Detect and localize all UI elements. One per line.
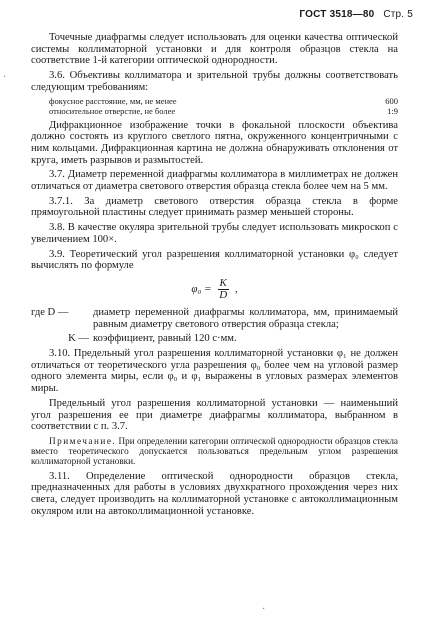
paragraph-3-10: 3.10. Предельный угол разрешения коллиматорной установки φ₁ не должен отличаться от теоретического угла разрешения φ₀ более чем на угловой размер одного элемента миры, если φ₀ и φ₁ выражены в угловых размерах элементов миры. [31,348,398,395]
paragraph-3-7: 3.7. Диаметр переменной диафрагмы коллиматора в миллиметрах не должен отличаться от диаметра светового отверстия образца стекла более чем на 5 мм. [31,169,398,193]
standard-code: 3518—80 [329,9,375,20]
spec-label: фокусное расстояние, мм, не менее [49,95,177,106]
definition-K [31,333,398,345]
note [31,436,398,467]
spec-value: 600 [385,95,398,106]
note-label: Примечание. [49,435,117,446]
paragraph-limit-angle: Предельный угол разрешения коллиматорной установки — наименьший угол разрешения ее при диаметре диафрагмы коллиматора, выбранном в соответствии с п. 3.7. [31,397,398,433]
page-header [299,9,413,20]
standard-label: ГОСТ [299,9,327,20]
definition-key: где D — [31,306,69,318]
formula-tail: , [234,282,238,295]
paragraph-3-8: 3.8. В качестве окуляра зрительной трубы следует использовать микроскоп с увеличением 100×. [31,222,398,245]
spec-value: 1:9 [387,106,398,117]
paragraph-3-7-1: 3.7.1. За диаметр светового отверстия образца стекла в форме прямоугольной пластины следует принимать размер меньшей стороны. [31,195,398,219]
document-body [31,32,398,520]
paragraph-diffraction: Дифракционное изображение точки в фокальной плоскости объектива должно состоять из круглого светлого пятна, окруженного концентричными с ним кольцами. Дифракционная картина не должна обнаруживать отклонения от круга, иметь разрывов и размытостей. [31,119,398,166]
definition-text: диаметр переменной диафрагмы коллиматора, мм, принимаемый равным диаметру светового отверстия образца стекла; [93,306,398,330]
note-text: При определении категории оптической однородности образцов стекла вместо теоретического допускается пользоваться предельным углом разрешения коллиматорной установки. [31,435,399,467]
paragraph-3-11: 3.11. Определение оптической однородности образцов стекла, предназначенных для работы в условиях двухкратного прохождения через них света, следует производить на коллиматорной установке с автоколлимационным окуляром или на автоколлимационной установке. [31,470,398,517]
bottom-mark: · [262,604,266,615]
formula-fraction [218,278,229,301]
definition-key: K — [68,333,89,345]
paragraph-3-9: 3.9. Теоретический угол разрешения коллиматорной установки φ₀ следует вычислять по формуле [31,248,398,272]
margin-mark: · [3,72,7,83]
definition-D [31,307,398,330]
formula-numerator: K [219,276,227,289]
spec-focal-length [31,97,398,107]
paragraph-point-diaphragms: Точечные диафрагмы следует использовать для оценки качества оптической системы коллиматорной установки и для контроля образцов стекла на соответствие 1-й категории оптической однородности. [31,32,398,67]
spec-label: относительное отверстие, не более [49,106,176,117]
definition-text: коэффициент, равный 120 с·мм. [93,333,237,345]
spec-aperture [31,107,398,117]
formula [31,278,398,301]
page-number: Стр. 5 [383,9,413,20]
formula-denominator: D [219,288,228,301]
paragraph-3-6: 3.6. Объективы коллиматора и зрительной трубы должны соответствовать следующим требованиям: [31,70,398,93]
formula-lhs: φ₀ = [191,282,212,295]
